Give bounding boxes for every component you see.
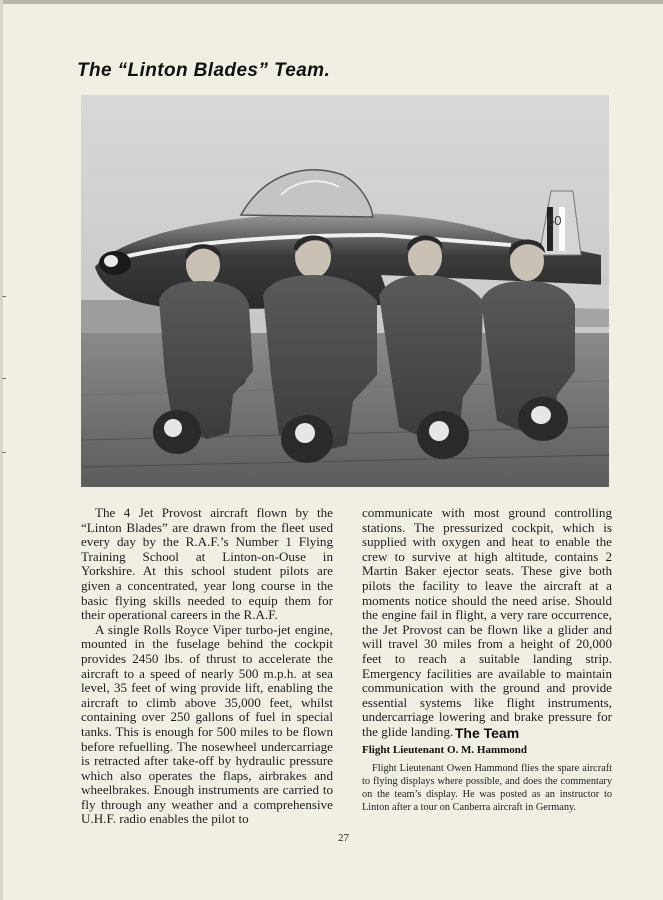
- page-title: The “Linton Blades” Team.: [77, 60, 331, 81]
- team-heading: The Team: [454, 725, 520, 741]
- page-number: 27: [338, 832, 349, 844]
- page-edge: [0, 0, 663, 4]
- team-member-bio: [362, 762, 612, 814]
- team-member-bio-text: Flight Lieutenant Owen Hammond flies the spare aircraft to flying displays where possible, and does the commentary on the team’s display. He was posted as an instructor to Linton after a tour on Canberra aircraft in Germany.: [362, 763, 612, 813]
- binding-mark: [2, 296, 6, 297]
- binding-mark: [2, 378, 6, 379]
- article-paragraph: The 4 Jet Provost aircraft flown by the “Linton Blades” are drawn from the fleet used every day by the R.A.F.’s Number 1 Flying Training School at Linton-on-Ouse in Yorkshire. At this school student pilots are given a concentrated, year long course in the basic flying skills needed to equip them for their operational careers in the R.A.F.: [81, 505, 333, 623]
- binding-mark: [2, 452, 6, 453]
- article-paragraph: communicate with most ground controlling stations. The pressurized cockpit, which is supplied with oxygen and heat to enable the crew to survive at high altitude, contains 2 Martin Baker ejector seats. These give both pilots the facility to leave the aircraft at a moments notice should the need arise. Should the engine fail in flight, a very rare occurrence, the Jet Provost can be flown like a glider and will travel 30 miles from a height of 20,000 feet to reach a suitable landing strip. Emergency facilities are available to maintain communication with the ground and provide essential systems like flight instruments, undercarriage lowering and brake pressure for the glide landing.: [362, 505, 612, 739]
- team-member-name: Flight Lieutenant O. M. Hammond: [362, 744, 528, 756]
- article-right-column: [362, 506, 612, 740]
- tail-marking: 60: [547, 213, 562, 228]
- article-paragraph: A single Rolls Royce Viper turbo-jet engine, mounted in the fuselage behind the cockpit provides 2450 lbs. of thrust to accelerate the aircraft to a speed of nearly 500 m.p.h. at sea level, 35 feet of wing provide lift, enabling the aircraft to climb above 35,000 feet, whilst containing over 250 gallons of fuel in special tanks. This is enough for 500 miles to be flown before refuelling. The nosewheel undercarriage is retracted after take-off by hydraulic pressure which also operates the flaps, airbrakes and wheelbrakes. Enough instruments are carried to fly through any weather and a comprehensive U.H.F. radio enables the pilot to: [81, 621, 333, 827]
- team-photo: [81, 95, 609, 487]
- page-binding-edge: [0, 0, 3, 900]
- article-left-column: [81, 506, 333, 827]
